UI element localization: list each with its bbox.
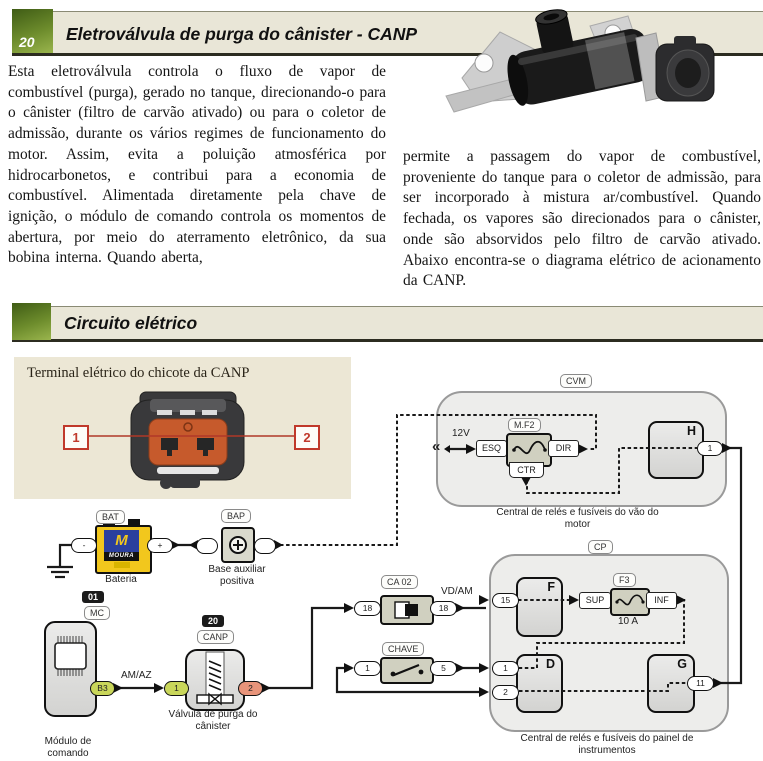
connector-pin2-callout: 2 <box>294 425 320 450</box>
battery-neg-terminal: - <box>71 538 97 553</box>
cvm-tag: CVM <box>560 374 592 388</box>
cvm-esq-box: ESQ <box>476 440 507 457</box>
bap-tag: BAP <box>221 509 251 523</box>
canp-tag: CANP <box>197 630 234 644</box>
ca02-tag: CA 02 <box>381 575 418 589</box>
article-left-column: Esta eletroválvula controla o fluxo de vapor de combustível (purga), gerado no tanque, direcionando-o para o cânister (filtro de carvão ativado) ou para o coletor de admissão, durante os vários regimes de funcionamento do motor. Assim, evita a poluição atmosférica por hidrocarbonetos, e contribui para a economia de combustível. Alimentada diretamente pela chave de ignição, o módulo de comando controla os momentos de abertura, por meio do aterramento eletrônico, da sua bobina interna. Quando aberta, <box>8 63 386 267</box>
mc-pin-b3: B3 <box>90 681 115 696</box>
section2-title: Circuito elétrico <box>64 313 198 333</box>
canp-pin-2: 2 <box>238 681 263 696</box>
canp-pin-1: 1 <box>164 681 189 696</box>
mc-caption: Módulo de comando <box>44 736 92 759</box>
battery-pos-terminal: + <box>147 538 173 553</box>
d-pin-1: 1 <box>492 661 519 676</box>
cvm-h-block <box>648 421 704 479</box>
canp-valve-block <box>185 649 245 711</box>
ca02-connector <box>380 595 434 625</box>
wire-am-az-label: AM/AZ <box>121 670 152 681</box>
ca02-pin-right: 18 <box>430 601 457 616</box>
d-pin-2: 2 <box>492 685 519 700</box>
canp-caption: Válvula de purga do cânister <box>168 709 258 732</box>
d-block-label: D <box>545 657 555 671</box>
section1-title: Eletroválvula de purga do cânister - CANP <box>66 24 418 44</box>
wire-vd-am-label: VD/AM <box>441 586 473 597</box>
battery-badge <box>114 562 130 568</box>
battery-caption: Bateria <box>105 574 137 585</box>
cp-d-block <box>516 654 563 713</box>
cp-f-block <box>516 577 563 637</box>
cvm-caption: Central de relés e fusíveis do vão do motor <box>496 507 659 530</box>
battery-logo <box>104 530 139 552</box>
h-pin-1: 1 <box>697 441 723 456</box>
mc-tag: MC <box>84 606 110 620</box>
fuse-wave-icon <box>612 590 648 614</box>
plus-circle-icon <box>229 536 247 554</box>
fuse-sup-box: SUP <box>579 592 611 609</box>
solenoid-valve-icon <box>187 651 243 709</box>
f-pin-15: 15 <box>492 593 519 608</box>
canp-number-tag: 20 <box>202 615 224 627</box>
f-block-label: F <box>547 580 555 594</box>
battery-brand: MOURA <box>104 552 139 561</box>
bap-right-terminal <box>254 538 276 554</box>
chave-switch <box>380 657 434 684</box>
connector-pin1-callout: 1 <box>63 425 89 450</box>
cp-caption: Central de relés e fusíveis do painel de instrumentos <box>520 733 694 756</box>
chave-pin-1: 1 <box>354 661 381 676</box>
section1-number: 20 <box>19 34 35 50</box>
f3-tag: F3 <box>613 573 636 587</box>
fuse-rating: 10 A <box>617 616 639 627</box>
h-block-label: H <box>686 424 696 438</box>
mc-block <box>44 621 97 717</box>
fuse-inf-box: INF <box>646 592 677 609</box>
chave-pin-5: 5 <box>430 661 457 676</box>
article-right-column: permite a passagem do vapor de combustível, proveniente do tanque para o coletor de admissão, para ser incorporado à mistura ar/combustível. Quando fechada, os vapores são direcionados para o cânister, onde são absorvidos pelo filtro de carvão ativado. Abaixo encontra-se o diagrama elétrico de acionamento da CANP. <box>403 148 761 290</box>
cvm-mf2-tag: M.F2 <box>508 418 541 432</box>
battery-brand-initial: M <box>115 532 128 549</box>
chip-icon <box>46 623 95 715</box>
bap-body <box>221 527 255 563</box>
g-pin-11: 11 <box>687 676 714 691</box>
cp-tag: CP <box>588 540 613 554</box>
switch-icon <box>382 659 432 682</box>
connector-box-title: Terminal elétrico do chicote da CANP <box>27 365 250 381</box>
chave-tag: CHAVE <box>382 642 424 656</box>
bat-tag: BAT <box>96 510 125 524</box>
g-block-label: G <box>677 657 687 671</box>
bap-caption: Base auxiliar positiva <box>208 564 266 587</box>
connector-icon <box>382 597 432 623</box>
cp-f3-fuse <box>610 588 650 616</box>
mc-number-tag: 01 <box>82 591 104 603</box>
section2-square <box>12 303 51 340</box>
fuse-wave-icon <box>508 435 550 465</box>
cvm-ctr-box: CTR <box>509 462 544 478</box>
bap-left-terminal <box>196 538 218 554</box>
supply-chevrons-icon: « <box>432 438 441 455</box>
cvm-12v-label: 12V <box>452 428 470 439</box>
ca02-pin-left: 18 <box>354 601 381 616</box>
section1-number-square <box>12 9 53 53</box>
cvm-dir-box: DIR <box>548 440 579 457</box>
